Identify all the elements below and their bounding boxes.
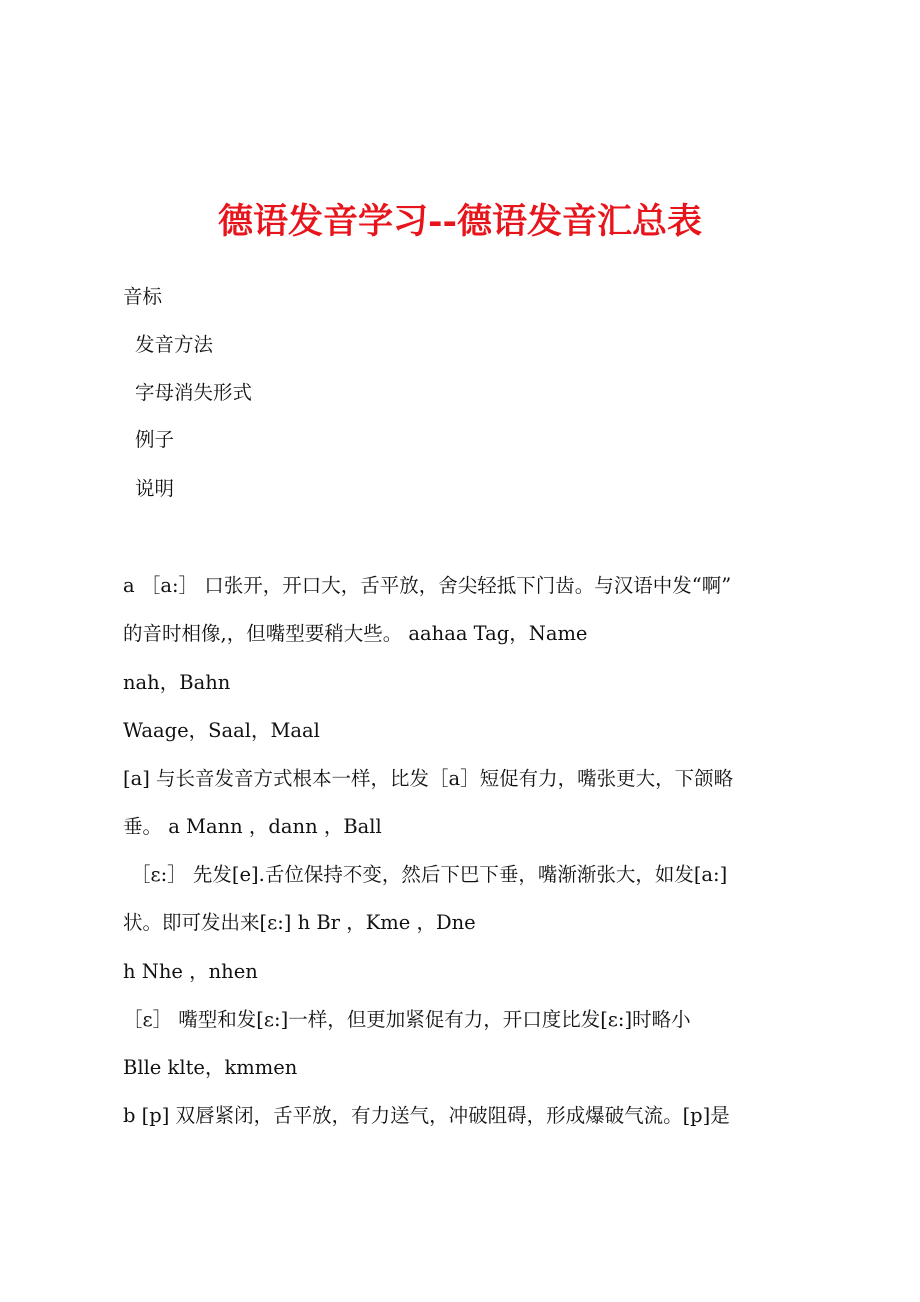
header-phonetic: 音标 [123,285,163,308]
text-line: Blle klte，kmmen [123,1056,298,1079]
header-note: 说明 [135,477,175,500]
text-line: 状。即可发出来[ε:] h Br ，Kme ，Dne [123,911,476,934]
text-line: b [p] 双唇紧闭，舌平放，有力送气，冲破阻碍，形成爆破气流。[p]是 [123,1104,730,1127]
text-line: ［ε:］ 先发[e].舌位保持不变，然后下巴下垂，嘴渐渐张大，如发[a:] [131,863,728,886]
text-line: [a] 与长音发音方式根本一样，比发［a］短促有力，嘴张更大，下颌略 [123,767,734,790]
text-line: h Nhe ，nhen [123,960,258,983]
text-line: nah，Bahn [123,671,231,694]
header-letter-form: 字母消失形式 [135,381,253,404]
header-method: 发音方法 [135,333,214,356]
header-example: 例子 [135,428,175,451]
text-line: a ［a:］ 口张开，开口大，舌平放，舍尖轻抵下门齿。与汉语中发“啊” [123,574,732,597]
text-line: 的音时相像,，但嘴型要稍大些。 aahaa Tag，Name [123,622,588,645]
document-title: 德语发音学习--德语发音汇总表 [217,201,703,242]
text-line: 垂。 a Mann ，dann ，Ball [123,815,382,838]
text-line: ［ε］ 嘴型和发[ε:]一样，但更加紧促有力，开口度比发[ε:]时略小 [123,1008,691,1031]
text-line: Waage，Saal，Maal [123,719,320,742]
